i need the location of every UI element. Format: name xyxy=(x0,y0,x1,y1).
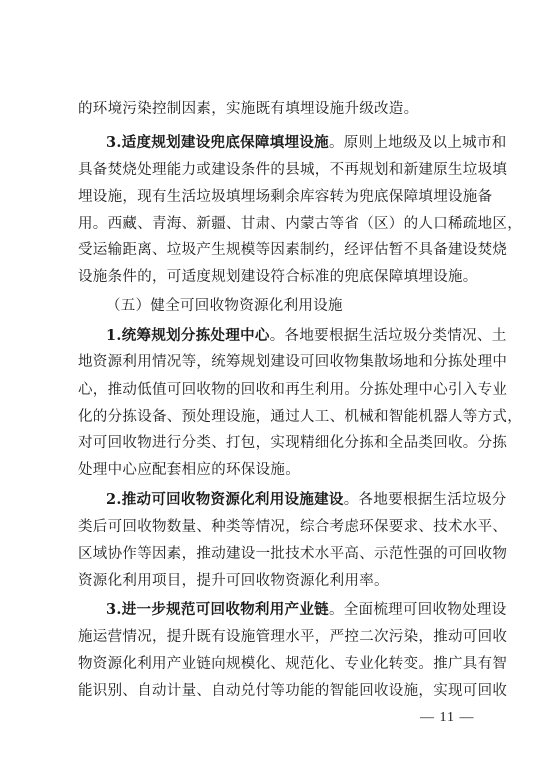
text-line xyxy=(78,571,483,591)
body-text-segment: 。各地要根据生活垃圾分类情况、土 xyxy=(269,328,507,344)
text-line xyxy=(78,187,493,207)
body-text-segment: 设施条件的，可适度规划建设符合标准的兜底保障填埋设施。 xyxy=(78,269,478,285)
heading-text: 3.进一步规范可回收物利用产业链 xyxy=(106,601,329,618)
body-text-segment: 埋设施，现有生活垃圾填埋场剩余库容转为兜底保障填埋设施备 xyxy=(78,189,493,205)
text-line xyxy=(78,517,508,537)
text-line xyxy=(78,214,522,234)
text-line xyxy=(78,627,508,647)
page-number: — 11 — xyxy=(420,710,475,725)
text-line xyxy=(78,544,508,564)
text-line xyxy=(78,380,508,400)
body-text-segment: 受运输距离、垃圾产生规模等因素制约，经评估暂不具备建设焚烧 xyxy=(78,242,508,258)
text-line xyxy=(78,654,508,674)
text-line xyxy=(78,267,483,287)
heading-text: 3.适度规划建设兜底保障填埋设施 xyxy=(106,134,329,151)
text-line xyxy=(78,433,508,453)
text-line xyxy=(78,352,508,372)
text-line xyxy=(78,240,508,260)
body-text-segment: 物资源化利用产业链向规模化、规范化、专业化转变。推广具有智 xyxy=(78,656,508,672)
body-text-segment: 资源化利用项目，提升可回收物资源化利用率。 xyxy=(78,573,389,589)
body-text-segment: 对可回收物进行分类、打包，实现精细化分拣和全品类回收。分拣 xyxy=(78,435,508,451)
heading-text: 2.推动可回收物资源化利用设施建设 xyxy=(106,491,344,508)
body-text-segment: 。全面梳理可回收物处理设 xyxy=(328,602,507,618)
body-text-segment: 区域协作等因素，推动建设一批技术水平高、示范性强的可回收物 xyxy=(78,546,508,562)
body-text-segment: 能识别、自动计量、自动兑付等功能的智能回收设施，实现可回收 xyxy=(78,683,508,699)
body-text-segment: 施运营情况，提升既有设施管理水平，严控二次污染，推动可回收 xyxy=(78,629,508,645)
body-text-segment: 心，推动低值可回收物的回收和再生利用。分拣处理中心引入专业 xyxy=(78,382,508,398)
text-line xyxy=(78,99,483,119)
body-text-segment: 地资源利用情况等，统筹规划建设可回收物集散场地和分拣处理中 xyxy=(78,354,508,370)
text-line xyxy=(78,160,508,180)
body-text-segment: （五）健全可回收物资源化利用设施 xyxy=(106,298,343,314)
text-line xyxy=(106,296,483,316)
body-text-segment: 类后可回收物数量、种类等情况，综合考虑环保要求、技术水平、 xyxy=(78,519,508,535)
body-text-segment: 化的分拣设备、预处理设施，通过人工、机械和智能机器人等方式， xyxy=(78,409,522,425)
body-text-segment: 用。西藏、青海、新疆、甘肃、内蒙古等省（区）的人口稀疏地区， xyxy=(78,216,522,232)
text-line xyxy=(78,407,522,427)
heading-text: 1.统筹规划分拣处理中心 xyxy=(106,327,270,344)
text-line xyxy=(106,490,507,510)
text-line xyxy=(106,600,507,620)
text-line xyxy=(78,681,508,701)
body-text-segment: 。各地要根据生活垃圾分 xyxy=(343,492,507,508)
text-line xyxy=(106,133,507,153)
body-text-segment: 处理中心应配套相应的环保设施。 xyxy=(78,462,300,478)
text-line xyxy=(78,460,483,480)
text-line xyxy=(106,326,507,346)
body-text-segment: 具备焚烧处理能力或建设条件的县城，不再规划和新建原生垃圾填 xyxy=(78,162,508,178)
body-text-segment: 。原则上地级及以上城市和 xyxy=(328,135,507,151)
body-text-segment: 的环境污染控制因素，实施既有填埋设施升级改造。 xyxy=(78,101,419,117)
